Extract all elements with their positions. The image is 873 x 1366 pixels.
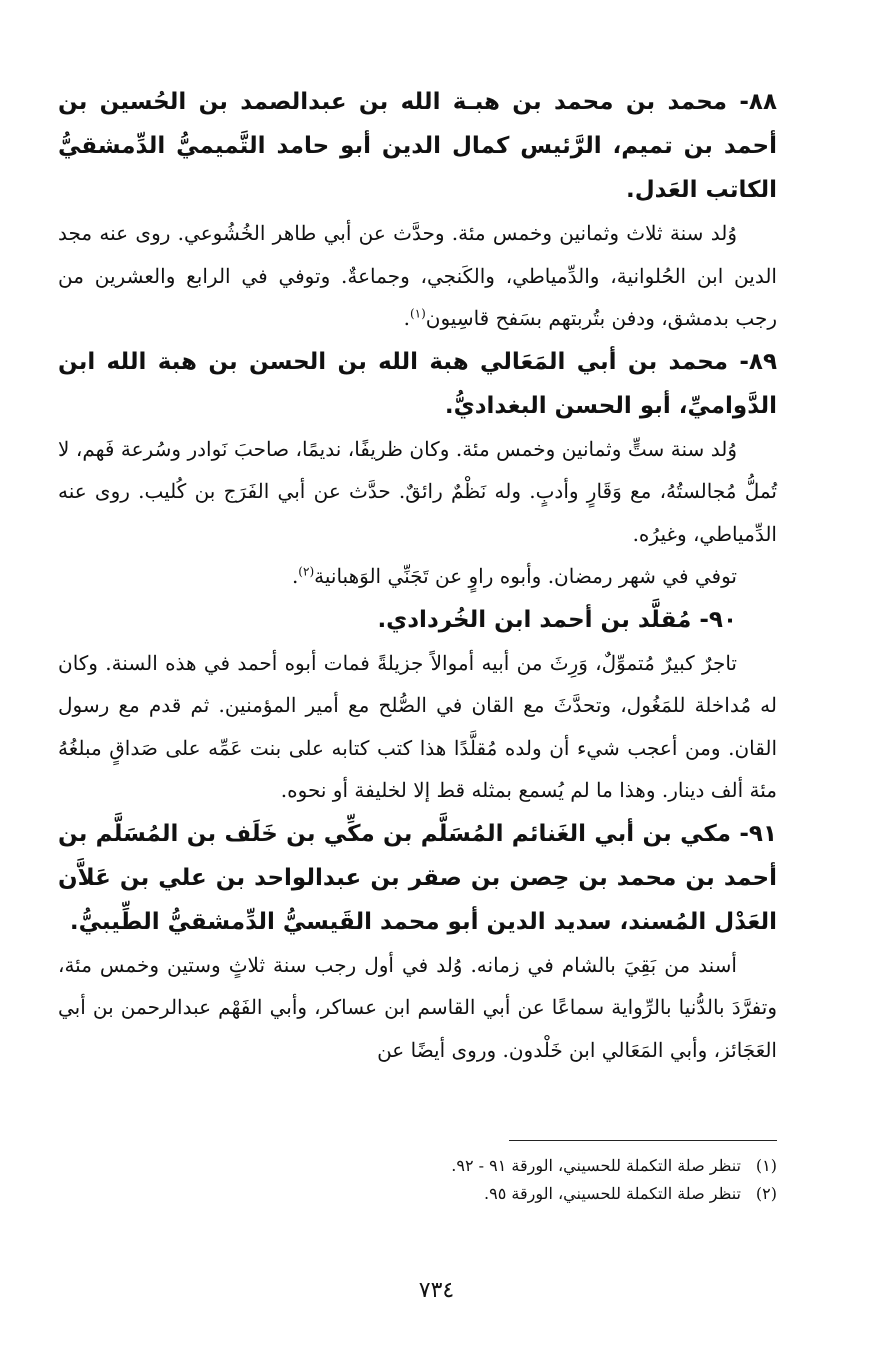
entry-heading: ٩٠- مُقلَّد بن أحمد ابن الخُردادي. bbox=[377, 606, 737, 633]
entry-paragraph bbox=[58, 555, 777, 598]
footnote-number: (١) bbox=[755, 1156, 777, 1175]
paragraph-tail: . bbox=[291, 564, 299, 588]
entry-heading: ٨٨- محمد بن محمد بن هبـة الله بن عبدالصمد بن الحُسين بن أحمد بن تميم، الرَّئيس كمال الدين أبو حامد التَّميميُّ الدِّمشقيُّ الكاتب العَدل. bbox=[58, 89, 777, 203]
biography-entry-88 bbox=[58, 80, 777, 340]
paragraph-text: توفي في شهر رمضان. وأبوه راوٍ عن تَجَنِّي الوَهبانية bbox=[314, 564, 737, 588]
footnotes bbox=[58, 1152, 777, 1208]
footnote-ref: (٢) bbox=[298, 564, 315, 579]
footnote-ref: (١) bbox=[409, 306, 426, 321]
entry-heading: ٩١- مكي بن أبي الغَنائم المُسَلَّم بن مكِّي بن خَلَف بن المُسَلَّم بن أحمد بن محمد بن حِصن بن صقر بن عبدالواحد بن علي بن عَلاَّن العَدْل المُسند، سديد الدين أبو محمد القَيسيُّ الدِّمشقيُّ الطِّيبيُّ. bbox=[58, 820, 777, 935]
entry-paragraph bbox=[58, 212, 777, 340]
entry-paragraph bbox=[58, 642, 777, 812]
footnote-2 bbox=[58, 1180, 777, 1208]
paragraph-tail: . bbox=[403, 306, 410, 330]
footnote-1 bbox=[58, 1152, 777, 1180]
entry-paragraph bbox=[58, 944, 777, 1072]
biography-entry-91 bbox=[58, 812, 777, 1072]
paragraph-text: تاجرٌ كبيرٌ مُتموِّلٌ، وَرِثَ من أبيه أموالاً جزيلةً فمات أبوه أحمد في هذه السنة. وكان له مُداخلة للمَغُول، وتحدَّثَ مع القان في الصُّلح مع أمير المؤمنين. ثم قدم مع رسول القان. ومن أعجب شيء أن ولده مُقلَّدًا هذا كتب كتابه على بنت عَمِّه على صَداقٍ مبلغُهُ مئة ألف دينار. وهذا ما لم يُسمع بمثله قط إلا لخليفة أو نحوه. bbox=[58, 650, 777, 802]
biography-entry-89 bbox=[58, 340, 777, 598]
paragraph-text: وُلد سنة ستٍّ وثمانين وخمس مئة. وكان ظريفًا، نديمًا، صاحبَ نَوادر وسُرعة فَهم، لا تُملُّ مُجالستُهُ، مع وَقَارٍ وأدبٍ. وله نَظْمٌ رائقٌ. حدَّث عن أبي الفَرَج بن كُليب. روى عنه الدِّمياطي، وغيرُه. bbox=[58, 436, 777, 546]
footnote-text: تنظر صلة التكملة للحسيني، الورقة ٩٥. bbox=[484, 1184, 741, 1203]
biography-entry-90 bbox=[58, 598, 777, 812]
footnote-divider bbox=[509, 1140, 777, 1141]
entry-paragraph bbox=[58, 428, 777, 556]
footnote-number: (٢) bbox=[755, 1184, 777, 1203]
entry-heading: ٨٩- محمد بن أبي المَعَالي هبة الله بن الحسن بن هبة الله ابن الدَّواميِّ، أبو الحسن البغداديُّ. bbox=[58, 348, 777, 419]
page-number: ٧٣٤ bbox=[418, 1278, 455, 1303]
paragraph-text: وُلد سنة ثلاث وثمانين وخمس مئة. وحدَّث عن أبي طاهر الخُشُوعي. روى عنه مجد الدين ابن الحُلوانية، والدِّمياطي، والكَنجي، وجماعةٌ. وتوفي في الرابع والعشرين من رجب بدمشق، ودفن بتُربتهم بسَفح قاسِيون bbox=[58, 221, 777, 330]
paragraph-text: أسند من بَقِيَ بالشام في زمانه. وُلد في أول رجب سنة ثلاثٍ وستين وخمس مئة، وتفرَّدَ بالدُّنيا بالرِّواية سماعًا عن أبي القاسم ابن عساكر، وأبي الفَهْم عبدالرحمن بن أبي العَجَائز، وأبي المَعَالي ابن خَلْدون. وروى أيضًا عن bbox=[58, 952, 777, 1062]
footnote-text: تنظر صلة التكملة للحسيني، الورقة ٩١ - ٩٢. bbox=[451, 1156, 741, 1175]
